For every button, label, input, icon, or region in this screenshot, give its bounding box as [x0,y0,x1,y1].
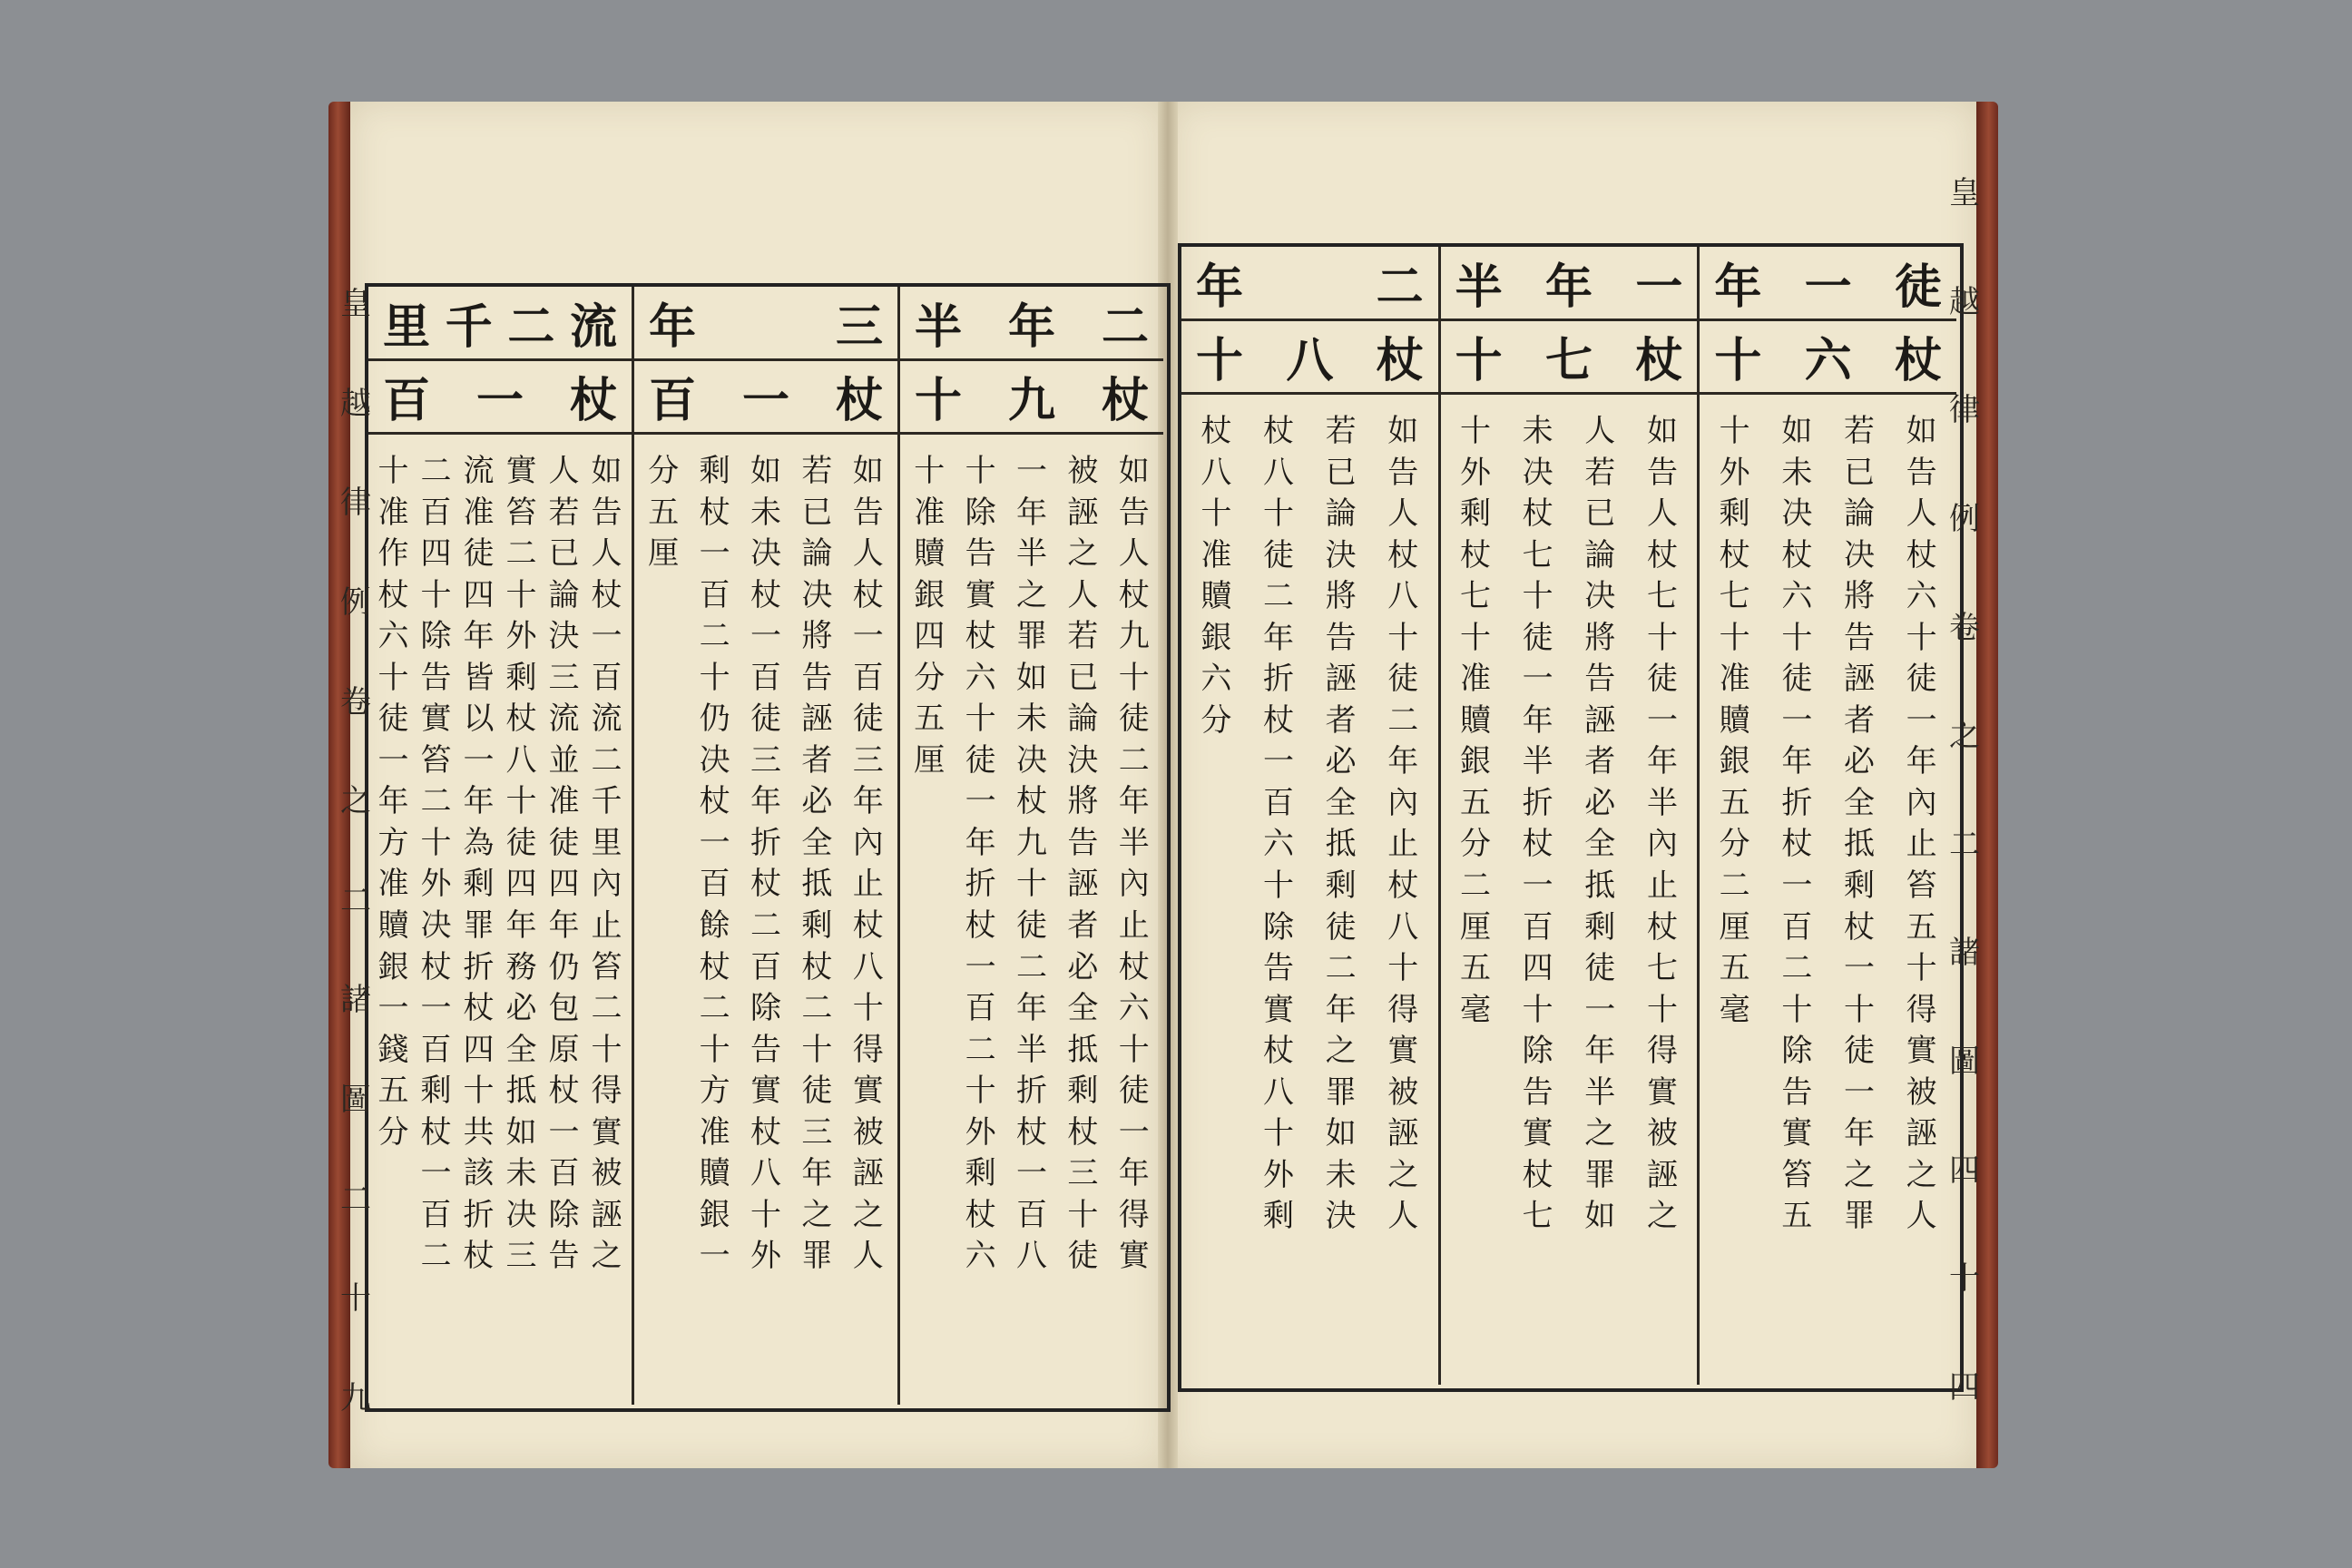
commentary-line: 被 誣 之 人 若 已 論 決 將 告 誣 者 必 全 抵 剩 杖 三 十 徒 [1067,453,1099,1275]
commentary-line: 若 已 論 决 將 告 誣 者 必 全 抵 剩 杖 一 十 徒 一 年 之 罪 [1843,413,1875,1235]
commentary-line: 十 准 作 杖 六 十 徒 一 年 方 准 贖 銀 一 錢 五 分 [377,453,409,1151]
commentary-line: 如 告 人 杖 六 十 徒 一 年 內 止 笞 五 十 得 實 被 誣 之 人 [1906,413,1937,1235]
left-page-column-2 [632,287,897,1405]
commentary-line: 如 告 人 杖 七 十 徒 一 年 半 內 止 杖 七 十 得 實 被 誣 之 [1646,413,1678,1235]
right-page-margin-title: 皇 越 律 例 卷 之 二 諸 圖 四 十 四 [1949,175,1980,1406]
commentary-line: 如 告 人 杖 一 百 流 二 千 里 內 止 笞 二 十 得 實 被 誣 之 [591,453,622,1275]
commentary-line: 如 告 人 杖 一 百 徒 三 年 內 止 杖 八 十 得 實 被 誣 之 人 [852,453,884,1275]
right-page-column-2 [1438,247,1698,1385]
sentence-label: 徒 一 年 [1714,259,1942,315]
punishment-label: 杖 一 百 [368,358,632,433]
left-page-margin-title: 皇 越 律 例 卷 之 二 諸 圖 二 十 九 [340,286,371,1416]
commentary-line: 如 告 人 杖 九 十 徒 二 年 半 內 止 杖 六 十 徒 一 年 得 實 [1118,453,1150,1275]
commentary-line: 人 若 已 論 决 將 告 誣 者 必 全 抵 剩 徒 一 年 半 之 罪 如 [1584,413,1616,1235]
commentary-line: 十 除 告 實 杖 六 十 徒 一 年 折 杖 一 百 二 十 外 剩 杖 六 [965,453,996,1275]
commentary-line: 十 准 贖 銀 四 分 五 厘 [914,453,946,779]
sentence-label: 三 年 [649,299,883,355]
column-commentary [900,435,1163,1405]
commentary-line: 流 准 徒 四 年 皆 以 一 年 為 剩 罪 折 杖 四 十 共 該 折 杖 [463,453,495,1275]
sentence-label: 二 年 [1195,259,1424,315]
commentary-line: 杖 八 十 准 贖 銀 六 分 [1200,413,1232,739]
sentence-label: 一 年 半 [1455,259,1683,315]
right-page-column-1 [1697,247,1956,1385]
punishment-label: 杖 九 十 [900,358,1163,433]
column-heading [1441,247,1698,395]
column-commentary [368,435,632,1405]
right-page-column-3 [1181,247,1438,1385]
commentary-line: 未 决 杖 七 十 徒 一 年 半 折 杖 一 百 四 十 除 告 實 杖 七 [1522,413,1553,1235]
commentary-line: 如 未 决 杖 一 百 徒 三 年 折 杖 二 百 除 告 實 杖 八 十 外 [750,453,781,1275]
commentary-line: 杖 八 十 徒 二 年 折 杖 一 百 六 十 除 告 實 杖 八 十 外 剩 [1262,413,1294,1235]
sentence-label: 流 二 千 里 [383,299,617,355]
left-page-column-3 [368,287,632,1405]
commentary-line: 如 告 人 杖 八 十 徒 二 年 內 止 杖 八 十 得 實 被 誣 之 人 [1387,413,1419,1235]
commentary-line: 一 年 半 之 罪 如 未 决 杖 九 十 徒 二 年 半 折 杖 一 百 八 [1015,453,1047,1275]
commentary-line: 二 百 四 十 除 告 實 笞 二 十 外 决 杖 一 百 剩 杖 一 百 二 [420,453,452,1275]
commentary-line: 十 外 剩 杖 七 十 准 贖 銀 五 分 二 厘 五 毫 [1719,413,1750,1028]
commentary-line: 十 外 剩 杖 七 十 准 贖 銀 五 分 二 厘 五 毫 [1459,413,1491,1028]
column-commentary [1700,395,1956,1385]
commentary-line: 若 已 論 決 將 告 誣 者 必 全 抵 剩 徒 二 年 之 罪 如 未 決 [1325,413,1357,1235]
column-commentary [1181,395,1438,1385]
column-heading [1181,247,1438,395]
punishment-label: 杖 七 十 [1441,318,1698,393]
commentary-line: 分 五 厘 [648,453,680,573]
left-page-columns [368,287,1163,1405]
commentary-line: 實 笞 二 十 外 剩 杖 八 十 徒 四 年 務 必 全 抵 如 未 决 三 [505,453,537,1275]
column-commentary [1441,395,1698,1385]
commentary-line: 若 已 論 决 將 告 誣 者 必 全 抵 剩 杖 二 十 徒 三 年 之 罪 [801,453,833,1275]
sentence-label: 二 年 半 [915,299,1149,355]
punishment-label: 杖 六 十 [1700,318,1956,393]
column-heading [1700,247,1956,395]
right-page-columns [1181,247,1956,1385]
commentary-line: 剩 杖 一 百 二 十 仍 决 杖 一 百 餘 杖 二 十 方 准 贖 銀 一 [699,453,730,1275]
commentary-line: 如 未 决 杖 六 十 徒 一 年 折 杖 一 百 二 十 除 告 實 笞 五 [1781,413,1813,1235]
column-commentary [634,435,897,1405]
commentary-line: 人 若 已 論 決 三 流 並 准 徒 四 年 仍 包 原 杖 一 百 除 告 [548,453,580,1275]
punishment-label: 杖 一 百 [634,358,897,433]
left-page-column-1 [897,287,1163,1405]
column-heading [368,287,632,435]
punishment-label: 杖 八 十 [1181,318,1438,393]
column-heading [900,287,1163,435]
column-heading [634,287,897,435]
